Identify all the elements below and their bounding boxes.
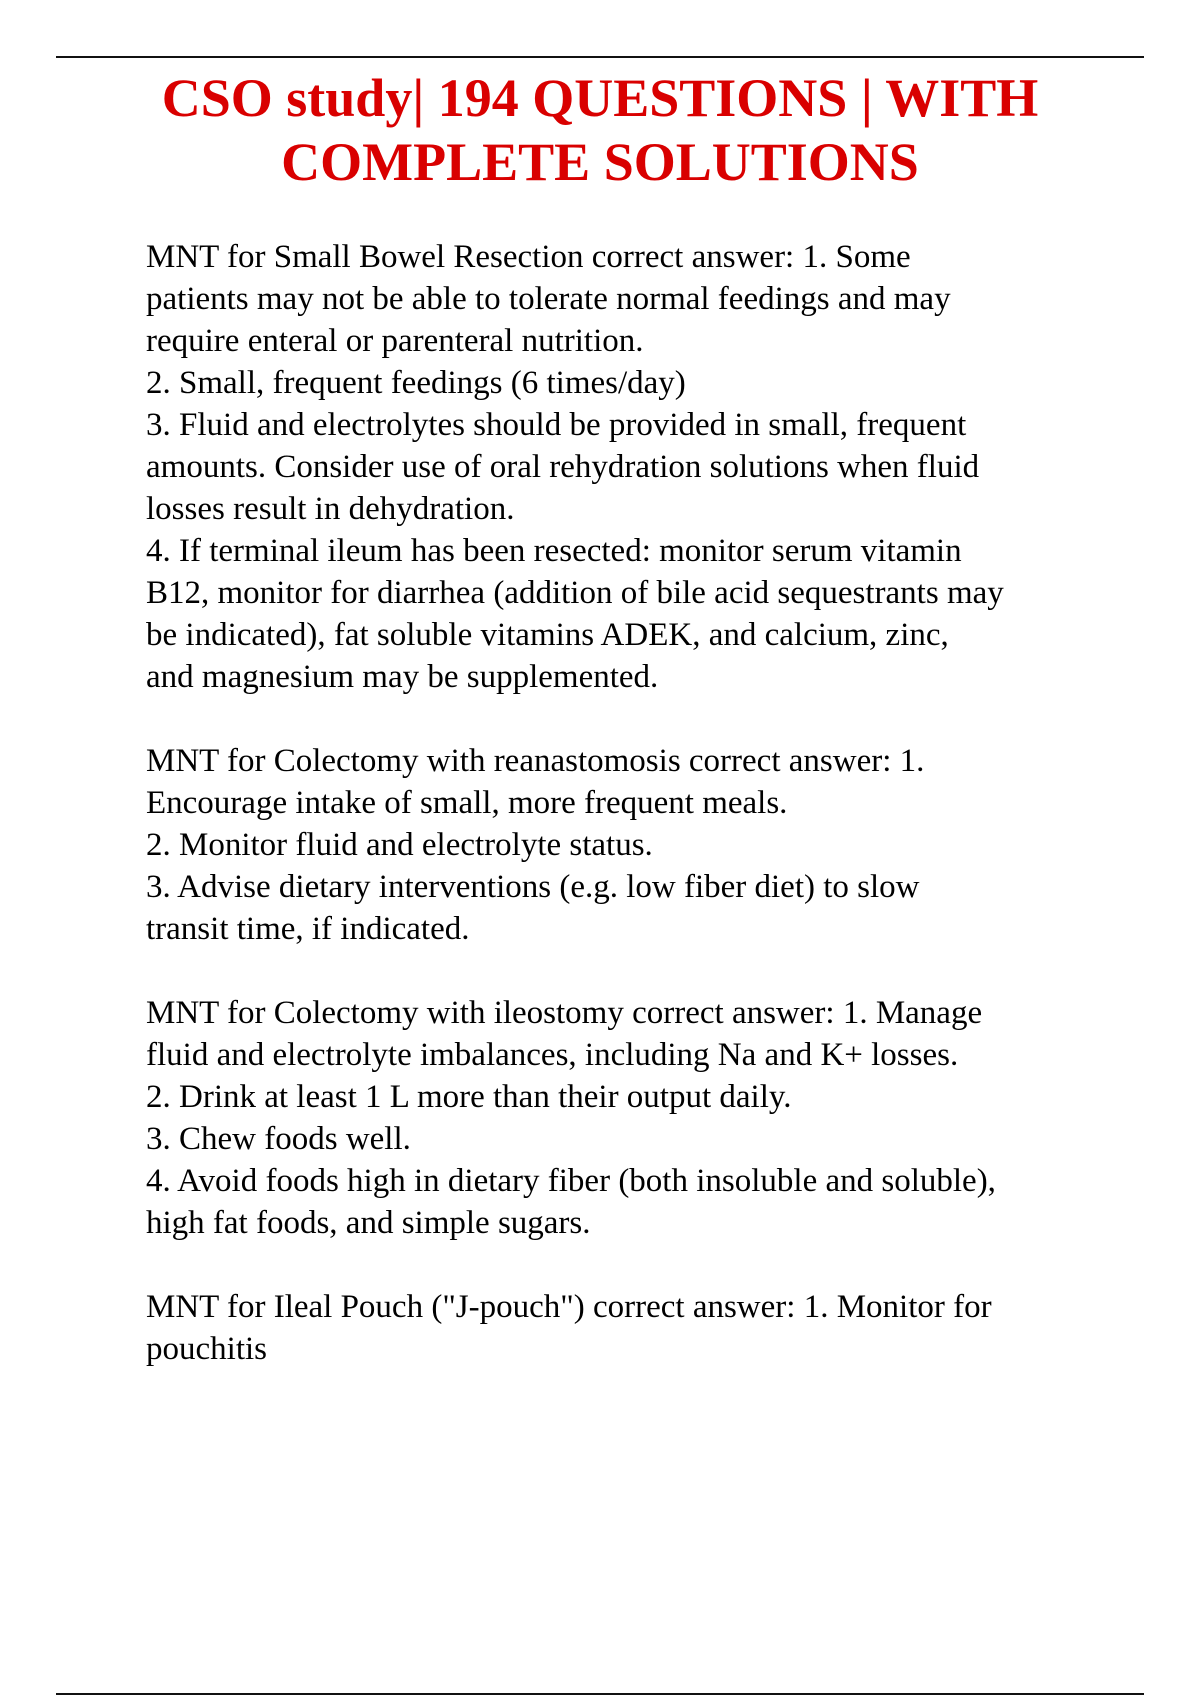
text-line: 3. Chew foods well. xyxy=(146,1121,411,1157)
qa-block-ileal-pouch xyxy=(146,1286,1106,1370)
text-line: amounts. Consider use of oral rehydration solutions when fluid xyxy=(146,449,980,485)
text-line: and magnesium may be supplemented. xyxy=(146,659,659,695)
document-body xyxy=(146,236,1106,1412)
text-line: fluid and electrolyte imbalances, including Na and K+ losses. xyxy=(146,1037,959,1073)
text-line: 4. Avoid foods high in dietary fiber (both insoluble and soluble), xyxy=(146,1163,996,1199)
text-line: B12, monitor for diarrhea (addition of bile acid sequestrants may xyxy=(146,575,1004,611)
text-line: transit time, if indicated. xyxy=(146,911,470,947)
title-line-1: CSO study| 194 QUESTIONS | WITH xyxy=(161,68,1039,128)
page-title xyxy=(60,66,1140,194)
text-line: 4. If terminal ileum has been resected: monitor serum vitamin xyxy=(146,533,962,569)
text-line: patients may not be able to tolerate normal feedings and may xyxy=(146,281,951,317)
text-line: MNT for Small Bowel Resection correct answer: 1. Some xyxy=(146,239,911,275)
bottom-rule xyxy=(56,1693,1144,1695)
text-line: 2. Small, frequent feedings (6 times/day) xyxy=(146,365,686,401)
qa-block-colectomy-ileostomy xyxy=(146,992,1106,1244)
text-line: pouchitis xyxy=(146,1331,267,1367)
qa-block-colectomy-reanastomosis xyxy=(146,740,1106,950)
top-rule xyxy=(56,56,1144,58)
text-line: 2. Monitor fluid and electrolyte status. xyxy=(146,827,653,863)
text-line: MNT for Ileal Pouch ("J-pouch") correct answer: 1. Monitor for xyxy=(146,1289,992,1325)
text-line: MNT for Colectomy with reanastomosis correct answer: 1. xyxy=(146,743,925,779)
text-line: high fat foods, and simple sugars. xyxy=(146,1205,591,1241)
title-line-2: COMPLETE SOLUTIONS xyxy=(281,132,919,192)
text-line: 3. Advise dietary interventions (e.g. low fiber diet) to slow xyxy=(146,869,920,905)
text-line: losses result in dehydration. xyxy=(146,491,515,527)
text-line: 3. Fluid and electrolytes should be provided in small, frequent xyxy=(146,407,967,443)
text-line: Encourage intake of small, more frequent meals. xyxy=(146,785,788,821)
text-line: be indicated), fat soluble vitamins ADEK, and calcium, zinc, xyxy=(146,617,949,653)
text-line: MNT for Colectomy with ileostomy correct answer: 1. Manage xyxy=(146,995,983,1031)
qa-block-small-bowel-resection xyxy=(146,236,1106,698)
text-line: 2. Drink at least 1 L more than their output daily. xyxy=(146,1079,792,1115)
text-line: require enteral or parenteral nutrition. xyxy=(146,323,644,359)
